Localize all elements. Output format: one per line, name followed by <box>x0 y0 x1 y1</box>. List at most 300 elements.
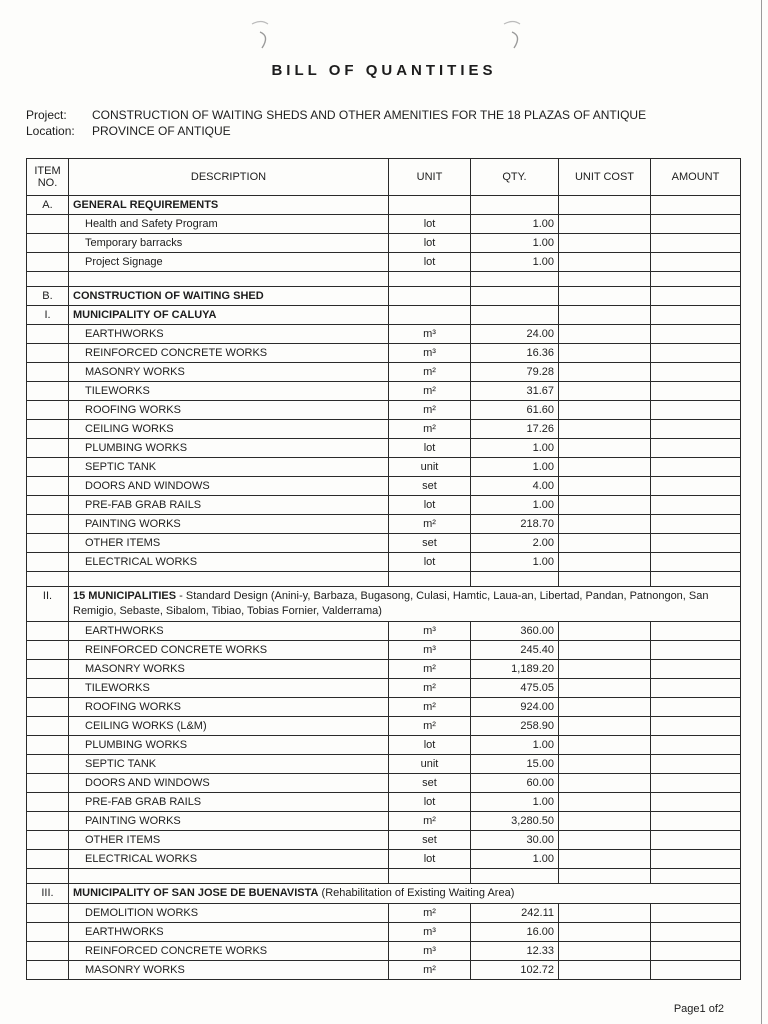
qty-cell: 1.00 <box>471 439 559 458</box>
description-cell: PAINTING WORKS <box>69 515 389 534</box>
unit-cell: set <box>389 477 471 496</box>
qty-cell: 360.00 <box>471 622 559 641</box>
description-cell: SEPTIC TANK <box>69 755 389 774</box>
table-header-row <box>27 159 741 196</box>
description-cell: PLUMBING WORKS <box>69 736 389 755</box>
table-row <box>27 698 741 717</box>
unit-cost-cell <box>559 215 651 234</box>
qty-cell: 16.36 <box>471 344 559 363</box>
description-cell: REINFORCED CONCRETE WORKS <box>69 942 389 961</box>
unit-cell: unit <box>389 755 471 774</box>
amount-cell <box>651 774 741 793</box>
description-cell: Health and Safety Program <box>69 215 389 234</box>
qty-cell <box>471 306 559 325</box>
unit-cell: m² <box>389 660 471 679</box>
item-no-cell <box>27 477 69 496</box>
blank-row <box>27 869 741 884</box>
bill-of-quantities-table <box>26 158 741 980</box>
item-no-cell <box>27 641 69 660</box>
amount-cell <box>651 234 741 253</box>
unit-cell: m³ <box>389 344 471 363</box>
unit-cell: lot <box>389 439 471 458</box>
description-cell: Project Signage <box>69 253 389 272</box>
description-cell: PRE-FAB GRAB RAILS <box>69 793 389 812</box>
description-cell: MASONRY WORKS <box>69 363 389 382</box>
table-row <box>27 401 741 420</box>
unit-cell: set <box>389 774 471 793</box>
description-cell: PLUMBING WORKS <box>69 439 389 458</box>
unit-cell: m² <box>389 382 471 401</box>
qty-cell: 1.00 <box>471 458 559 477</box>
table-row <box>27 458 741 477</box>
table-row <box>27 736 741 755</box>
unit-cost-cell <box>559 420 651 439</box>
unit-cell: lot <box>389 736 471 755</box>
amount-cell <box>651 496 741 515</box>
section-title-bold: 15 MUNICIPALITIES <box>73 590 177 602</box>
qty-cell: 242.11 <box>471 904 559 923</box>
qty-cell: 1.00 <box>471 793 559 812</box>
unit-cost-cell <box>559 439 651 458</box>
project-value: CONSTRUCTION OF WAITING SHEDS AND OTHER AMENITIES FOR THE 18 PLAZAS OF ANTIQUE <box>92 108 647 122</box>
unit-cell: lot <box>389 793 471 812</box>
item-no-cell <box>27 736 69 755</box>
unit-cell <box>389 196 471 215</box>
bill-of-quantities-table-wrap <box>26 158 740 980</box>
punch-hole-mark-right <box>500 18 526 52</box>
unit-cost-cell <box>559 812 651 831</box>
table-row <box>27 553 741 572</box>
amount-cell <box>651 363 741 382</box>
item-no-cell: II. <box>27 587 69 622</box>
item-no-cell <box>27 534 69 553</box>
qty-cell: 1.00 <box>471 850 559 869</box>
qty-cell: 31.67 <box>471 382 559 401</box>
table-row <box>27 641 741 660</box>
amount-cell <box>651 698 741 717</box>
qty-cell <box>471 869 559 884</box>
unit-cell: m² <box>389 904 471 923</box>
qty-cell: 17.26 <box>471 420 559 439</box>
unit-cost-cell <box>559 660 651 679</box>
unit-cost-cell <box>559 831 651 850</box>
unit-cell: lot <box>389 253 471 272</box>
unit-cost-cell <box>559 774 651 793</box>
table-row <box>27 812 741 831</box>
table-row <box>27 420 741 439</box>
item-no-cell <box>27 774 69 793</box>
amount-cell <box>651 401 741 420</box>
description-cell: OTHER ITEMS <box>69 534 389 553</box>
item-no-cell <box>27 325 69 344</box>
location-value: PROVINCE OF ANTIQUE <box>92 124 231 138</box>
amount-cell <box>651 961 741 980</box>
section-row <box>27 196 741 215</box>
amount-cell <box>651 679 741 698</box>
table-row <box>27 774 741 793</box>
unit-cost-cell <box>559 679 651 698</box>
header-item-no: ITEM NO. <box>27 159 69 196</box>
unit-cost-cell <box>559 850 651 869</box>
item-no-cell <box>27 679 69 698</box>
unit-cost-cell <box>559 869 651 884</box>
description-cell: TILEWORKS <box>69 679 389 698</box>
table-row <box>27 717 741 736</box>
table-row <box>27 622 741 641</box>
item-no-cell <box>27 961 69 980</box>
item-no-cell <box>27 793 69 812</box>
header-qty: QTY. <box>471 159 559 196</box>
table-row <box>27 679 741 698</box>
unit-cost-cell <box>559 942 651 961</box>
unit-cost-cell <box>559 534 651 553</box>
unit-cell: m² <box>389 961 471 980</box>
description-cell: CONSTRUCTION OF WAITING SHED <box>69 287 389 306</box>
table-body <box>27 196 741 980</box>
unit-cost-cell <box>559 477 651 496</box>
description-cell: EARTHWORKS <box>69 325 389 344</box>
qty-cell: 16.00 <box>471 923 559 942</box>
table-row <box>27 439 741 458</box>
item-no-cell <box>27 622 69 641</box>
unit-cost-cell <box>559 641 651 660</box>
qty-cell <box>471 572 559 587</box>
description-cell: DOORS AND WINDOWS <box>69 774 389 793</box>
amount-cell <box>651 793 741 812</box>
unit-cell: m³ <box>389 325 471 344</box>
description-cell: CEILING WORKS (L&M) <box>69 717 389 736</box>
description-cell <box>69 572 389 587</box>
table-row <box>27 496 741 515</box>
description-cell <box>69 272 389 287</box>
item-no-cell <box>27 234 69 253</box>
location-label: Location: <box>26 124 75 138</box>
header-unit: UNIT <box>389 159 471 196</box>
unit-cell <box>389 572 471 587</box>
amount-cell <box>651 325 741 344</box>
qty-cell: 218.70 <box>471 515 559 534</box>
amount-cell <box>651 923 741 942</box>
section-row <box>27 884 741 904</box>
description-cell <box>69 869 389 884</box>
amount-cell <box>651 812 741 831</box>
unit-cell: m² <box>389 812 471 831</box>
item-no-cell <box>27 698 69 717</box>
qty-cell: 924.00 <box>471 698 559 717</box>
unit-cell: m² <box>389 679 471 698</box>
section-row <box>27 287 741 306</box>
item-no-cell <box>27 660 69 679</box>
unit-cost-cell <box>559 698 651 717</box>
item-no-cell <box>27 253 69 272</box>
table-row <box>27 363 741 382</box>
table-row <box>27 923 741 942</box>
amount-cell <box>651 660 741 679</box>
header-unit-cost: UNIT COST <box>559 159 651 196</box>
description-cell: ROOFING WORKS <box>69 698 389 717</box>
description-cell: MASONRY WORKS <box>69 660 389 679</box>
amount-cell <box>651 253 741 272</box>
section-description-cell <box>69 587 741 622</box>
description-cell: TILEWORKS <box>69 382 389 401</box>
item-no-cell <box>27 382 69 401</box>
qty-cell: 1.00 <box>471 496 559 515</box>
amount-cell <box>651 831 741 850</box>
unit-cell: lot <box>389 850 471 869</box>
unit-cost-cell <box>559 344 651 363</box>
unit-cell: lot <box>389 215 471 234</box>
unit-cost-cell <box>559 306 651 325</box>
unit-cell: m² <box>389 698 471 717</box>
description-cell: DOORS AND WINDOWS <box>69 477 389 496</box>
description-cell: GENERAL REQUIREMENTS <box>69 196 389 215</box>
unit-cell <box>389 272 471 287</box>
item-no-cell: B. <box>27 287 69 306</box>
qty-cell: 1.00 <box>471 253 559 272</box>
item-no-cell <box>27 869 69 884</box>
description-cell: REINFORCED CONCRETE WORKS <box>69 641 389 660</box>
table-row <box>27 755 741 774</box>
unit-cell: m² <box>389 717 471 736</box>
unit-cost-cell <box>559 553 651 572</box>
item-no-cell <box>27 717 69 736</box>
unit-cost-cell <box>559 515 651 534</box>
unit-cost-cell <box>559 923 651 942</box>
description-cell: MUNICIPALITY OF CALUYA <box>69 306 389 325</box>
qty-cell: 475.05 <box>471 679 559 698</box>
qty-cell: 2.00 <box>471 534 559 553</box>
amount-cell <box>651 215 741 234</box>
table-row <box>27 850 741 869</box>
project-line <box>26 108 646 122</box>
unit-cell: m³ <box>389 923 471 942</box>
unit-cell: m² <box>389 401 471 420</box>
description-cell: PRE-FAB GRAB RAILS <box>69 496 389 515</box>
item-no-cell <box>27 572 69 587</box>
description-cell: Temporary barracks <box>69 234 389 253</box>
qty-cell: 258.90 <box>471 717 559 736</box>
table-row <box>27 793 741 812</box>
amount-cell <box>651 755 741 774</box>
table-row <box>27 234 741 253</box>
page-number: Page1 of2 <box>673 1003 724 1015</box>
item-no-cell: I. <box>27 306 69 325</box>
unit-cost-cell <box>559 325 651 344</box>
table-row <box>27 831 741 850</box>
description-cell: DEMOLITION WORKS <box>69 904 389 923</box>
description-cell: PAINTING WORKS <box>69 812 389 831</box>
unit-cell: m² <box>389 363 471 382</box>
qty-cell: 1.00 <box>471 215 559 234</box>
unit-cost-cell <box>559 755 651 774</box>
unit-cost-cell <box>559 572 651 587</box>
unit-cell <box>389 869 471 884</box>
amount-cell <box>651 477 741 496</box>
unit-cost-cell <box>559 363 651 382</box>
unit-cell: lot <box>389 234 471 253</box>
description-cell: SEPTIC TANK <box>69 458 389 477</box>
item-no-cell <box>27 942 69 961</box>
section-title-bold: MUNICIPALITY OF SAN JOSE DE BUENAVISTA <box>73 887 319 899</box>
location-line <box>26 124 231 138</box>
amount-cell <box>651 641 741 660</box>
unit-cost-cell <box>559 382 651 401</box>
item-no-cell <box>27 904 69 923</box>
table-row <box>27 382 741 401</box>
qty-cell: 3,280.50 <box>471 812 559 831</box>
unit-cost-cell <box>559 793 651 812</box>
qty-cell: 60.00 <box>471 774 559 793</box>
qty-cell: 245.40 <box>471 641 559 660</box>
item-no-cell <box>27 553 69 572</box>
amount-cell <box>651 942 741 961</box>
page-edge-line <box>761 0 762 1024</box>
section-row <box>27 587 741 622</box>
amount-cell <box>651 196 741 215</box>
amount-cell <box>651 553 741 572</box>
table-row <box>27 534 741 553</box>
item-no-cell <box>27 439 69 458</box>
qty-cell: 30.00 <box>471 831 559 850</box>
table-row <box>27 253 741 272</box>
document-title: BILL OF QUANTITIES <box>271 62 497 79</box>
item-no-cell <box>27 401 69 420</box>
unit-cell: m³ <box>389 942 471 961</box>
unit-cost-cell <box>559 287 651 306</box>
table-row <box>27 344 741 363</box>
unit-cost-cell <box>559 196 651 215</box>
section-title-detail: (Rehabilitation of Existing Waiting Area) <box>318 887 515 899</box>
unit-cell: set <box>389 831 471 850</box>
item-no-cell <box>27 215 69 234</box>
amount-cell <box>651 736 741 755</box>
qty-cell: 1.00 <box>471 736 559 755</box>
qty-cell: 102.72 <box>471 961 559 980</box>
description-cell: EARTHWORKS <box>69 622 389 641</box>
table-row <box>27 477 741 496</box>
blank-row <box>27 572 741 587</box>
amount-cell <box>651 458 741 477</box>
amount-cell <box>651 306 741 325</box>
item-no-cell <box>27 923 69 942</box>
qty-cell: 79.28 <box>471 363 559 382</box>
item-no-cell <box>27 272 69 287</box>
qty-cell: 1.00 <box>471 234 559 253</box>
unit-cost-cell <box>559 234 651 253</box>
qty-cell: 61.60 <box>471 401 559 420</box>
qty-cell: 24.00 <box>471 325 559 344</box>
item-no-cell <box>27 363 69 382</box>
qty-cell: 1,189.20 <box>471 660 559 679</box>
amount-cell <box>651 439 741 458</box>
amount-cell <box>651 850 741 869</box>
unit-cell: unit <box>389 458 471 477</box>
qty-cell: 4.00 <box>471 477 559 496</box>
amount-cell <box>651 534 741 553</box>
blank-row <box>27 272 741 287</box>
amount-cell <box>651 287 741 306</box>
amount-cell <box>651 344 741 363</box>
amount-cell <box>651 420 741 439</box>
project-label: Project: <box>26 108 67 122</box>
item-no-cell <box>27 344 69 363</box>
description-cell: EARTHWORKS <box>69 923 389 942</box>
unit-cost-cell <box>559 622 651 641</box>
table-row <box>27 515 741 534</box>
unit-cell: m³ <box>389 622 471 641</box>
unit-cost-cell <box>559 961 651 980</box>
amount-cell <box>651 272 741 287</box>
unit-cell: lot <box>389 553 471 572</box>
unit-cost-cell <box>559 253 651 272</box>
table-row <box>27 215 741 234</box>
description-cell: MASONRY WORKS <box>69 961 389 980</box>
amount-cell <box>651 515 741 534</box>
unit-cost-cell <box>559 904 651 923</box>
description-cell: ROOFING WORKS <box>69 401 389 420</box>
unit-cost-cell <box>559 272 651 287</box>
table-row <box>27 325 741 344</box>
item-no-cell <box>27 831 69 850</box>
unit-cost-cell <box>559 458 651 477</box>
unit-cost-cell <box>559 496 651 515</box>
item-no-cell <box>27 420 69 439</box>
header-description: DESCRIPTION <box>69 159 389 196</box>
description-cell: OTHER ITEMS <box>69 831 389 850</box>
item-no-cell: III. <box>27 884 69 904</box>
amount-cell <box>651 622 741 641</box>
unit-cost-cell <box>559 401 651 420</box>
unit-cell: m² <box>389 420 471 439</box>
header-amount: AMOUNT <box>651 159 741 196</box>
section-description-cell <box>69 884 741 904</box>
unit-cell: lot <box>389 496 471 515</box>
amount-cell <box>651 869 741 884</box>
unit-cost-cell <box>559 717 651 736</box>
qty-cell: 1.00 <box>471 553 559 572</box>
table-row <box>27 942 741 961</box>
amount-cell <box>651 382 741 401</box>
description-cell: REINFORCED CONCRETE WORKS <box>69 344 389 363</box>
item-no-cell <box>27 812 69 831</box>
unit-cell: set <box>389 534 471 553</box>
item-no-cell <box>27 496 69 515</box>
section-row <box>27 306 741 325</box>
qty-cell <box>471 287 559 306</box>
item-no-cell <box>27 458 69 477</box>
table-row <box>27 961 741 980</box>
punch-hole-mark-left <box>248 18 274 52</box>
unit-cost-cell <box>559 736 651 755</box>
item-no-cell <box>27 850 69 869</box>
description-cell: ELECTRICAL WORKS <box>69 553 389 572</box>
item-no-cell: A. <box>27 196 69 215</box>
qty-cell <box>471 196 559 215</box>
unit-cell <box>389 306 471 325</box>
amount-cell <box>651 572 741 587</box>
table-row <box>27 660 741 679</box>
description-cell: ELECTRICAL WORKS <box>69 850 389 869</box>
unit-cell: m² <box>389 515 471 534</box>
qty-cell <box>471 272 559 287</box>
unit-cell: m³ <box>389 641 471 660</box>
amount-cell <box>651 904 741 923</box>
qty-cell: 12.33 <box>471 942 559 961</box>
qty-cell: 15.00 <box>471 755 559 774</box>
item-no-cell <box>27 515 69 534</box>
amount-cell <box>651 717 741 736</box>
table-row <box>27 904 741 923</box>
